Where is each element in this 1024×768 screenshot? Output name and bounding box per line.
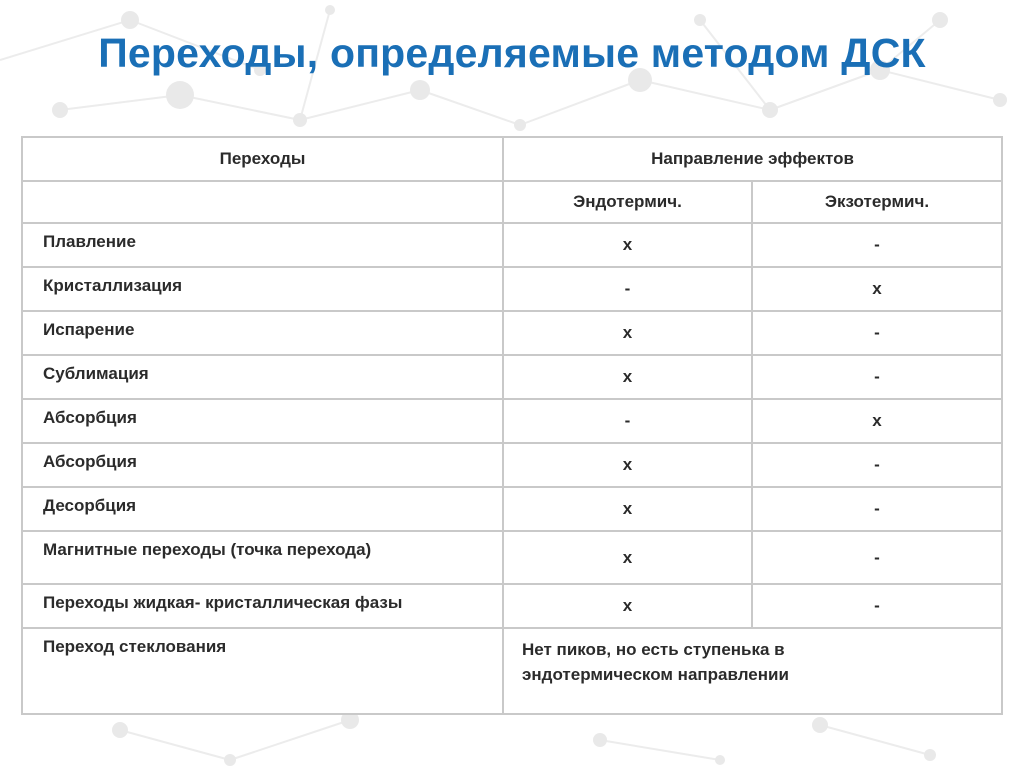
exo-mark: - xyxy=(752,443,1002,487)
table-row xyxy=(22,443,1002,487)
subheader-row xyxy=(22,181,1002,223)
endo-mark: x xyxy=(503,487,752,531)
exo-mark: - xyxy=(752,531,1002,584)
dsc-transitions-table-container xyxy=(21,136,1001,712)
endo-mark: x xyxy=(503,443,752,487)
glass-transition-note xyxy=(503,628,1002,714)
exo-mark: x xyxy=(752,267,1002,311)
table-row xyxy=(22,311,1002,355)
dsc-transitions-table xyxy=(21,136,1003,715)
exo-mark: - xyxy=(752,355,1002,399)
header-effect-direction: Направление эффектов xyxy=(503,137,1002,181)
transition-name: Переход стеклования xyxy=(22,628,503,714)
exo-mark: x xyxy=(752,399,1002,443)
glass-transition-row xyxy=(22,628,1002,714)
endo-mark: x xyxy=(503,355,752,399)
table-row xyxy=(22,223,1002,267)
endo-mark: x xyxy=(503,311,752,355)
table-row xyxy=(22,399,1002,443)
transition-name: Сублимация xyxy=(22,355,503,399)
subheader-endothermic: Эндотермич. xyxy=(503,181,752,223)
table-row xyxy=(22,267,1002,311)
endo-mark: - xyxy=(503,267,752,311)
subheader-empty-cell xyxy=(22,181,503,223)
endo-mark: - xyxy=(503,399,752,443)
note-line-1: Нет пиков, но есть ступенька в xyxy=(522,640,785,659)
header-row xyxy=(22,137,1002,181)
table-row xyxy=(22,487,1002,531)
transition-name: Переходы жидкая- кристаллическая фазы xyxy=(22,584,503,628)
note-line-2: эндотермическом направлении xyxy=(522,665,789,684)
endo-mark: x xyxy=(503,584,752,628)
exo-mark: - xyxy=(752,487,1002,531)
transition-name: Магнитные переходы (точка перехода) xyxy=(22,531,503,584)
transition-name: Абсорбция xyxy=(22,399,503,443)
header-transitions: Переходы xyxy=(22,137,503,181)
endo-mark: x xyxy=(503,531,752,584)
transition-name: Плавление xyxy=(22,223,503,267)
endo-mark: x xyxy=(503,223,752,267)
table-row xyxy=(22,355,1002,399)
subheader-exothermic: Экзотермич. xyxy=(752,181,1002,223)
transition-name: Абсорбция xyxy=(22,443,503,487)
table-row xyxy=(22,531,1002,584)
exo-mark: - xyxy=(752,584,1002,628)
exo-mark: - xyxy=(752,223,1002,267)
table-row xyxy=(22,584,1002,628)
slide-title: Переходы, определяемые методом ДСК xyxy=(98,30,926,76)
exo-mark: - xyxy=(752,311,1002,355)
transition-name: Испарение xyxy=(22,311,503,355)
transition-name: Десорбция xyxy=(22,487,503,531)
transition-name: Кристаллизация xyxy=(22,267,503,311)
